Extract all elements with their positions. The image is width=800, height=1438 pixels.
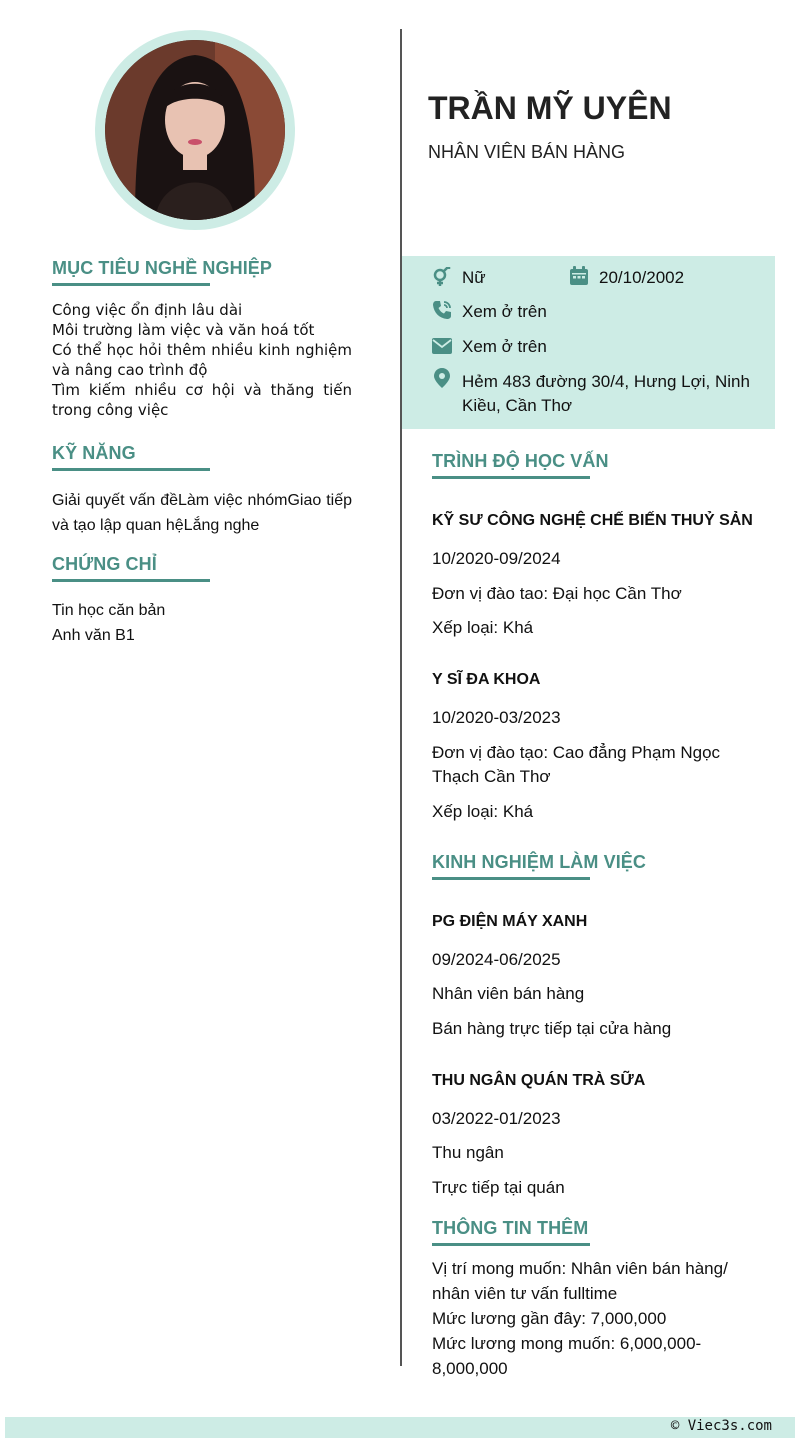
- objective-line: Công việc ổn định lâu dài: [52, 301, 243, 319]
- objective-list: [52, 300, 352, 420]
- education-period: 10/2020-03/2023: [432, 708, 561, 727]
- candidate-name: TRẦN MỸ UYÊN: [428, 90, 672, 126]
- objective-line: Môi trường làm việc và văn hoá tốt: [52, 321, 315, 339]
- candidate-role: NHÂN VIÊN BÁN HÀNG: [428, 142, 626, 162]
- education-underline: [432, 476, 590, 479]
- additional-list: [432, 1256, 742, 1381]
- certificates-section: [52, 554, 352, 648]
- objective-line: Có thể học hỏi thêm nhiều kinh nghiệm và nâng cao trình độ: [52, 341, 352, 379]
- education-school: Đơn vị đào tạo: Cao đẳng Phạm Ngọc Thạch Cần Thơ: [432, 743, 721, 786]
- experience-period: 09/2024-06/2025: [432, 950, 561, 969]
- skills-underline: [52, 468, 210, 471]
- objective-section: [52, 258, 352, 420]
- footer-watermark: © Viec3s.com: [670, 1418, 772, 1434]
- additional-line: Mức lương gần đây: 7,000,000: [432, 1309, 667, 1328]
- additional-line: Mức lương mong muốn: 6,000,000-8,000,000: [432, 1334, 702, 1378]
- phone-icon: [432, 300, 452, 320]
- address-value: Hẻm 483 đường 30/4, Hưng Lợi, Ninh Kiều, Cần Thơ: [462, 372, 750, 415]
- location-pin-icon: [432, 368, 452, 388]
- experience-description: Trực tiếp tại quán: [432, 1178, 565, 1197]
- avatar: [105, 40, 285, 220]
- calendar-icon: [569, 266, 589, 286]
- additional-line: Vị trí mong muốn: Nhân viên bán hàng/ nhân viên tư vấn fulltime: [432, 1259, 728, 1303]
- skills-text: Giải quyết vấn đềLàm việc nhómGiao tiếp và tạo lập quan hệLắng nghe: [52, 492, 352, 534]
- education-grade: Xếp loại: Khá: [432, 618, 534, 637]
- email-value: Xem ở trên: [462, 337, 547, 356]
- experience-position: Thu ngân: [432, 1143, 504, 1162]
- birthdate-value: 20/10/2002: [599, 268, 685, 287]
- email-icon: [432, 336, 452, 356]
- column-divider: [400, 29, 402, 1366]
- phone-value: Xem ở trên: [462, 302, 547, 321]
- experience-description: Bán hàng trực tiếp tại cửa hàng: [432, 1019, 672, 1038]
- avatar-photo-icon: [105, 40, 285, 220]
- certificates-title: CHỨNG CHỈ: [52, 554, 157, 574]
- skills-section: [52, 443, 352, 538]
- certificates-underline: [52, 579, 210, 582]
- experience-position: Nhân viên bán hàng: [432, 984, 585, 1003]
- education-degree: KỸ SƯ CÔNG NGHỆ CHẾ BIẾN THUỶ SẢN: [432, 512, 753, 529]
- experience-underline: [432, 877, 590, 880]
- certificates-list: [52, 598, 352, 648]
- experience-company: THU NGÂN QUÁN TRÀ SỮA: [432, 1072, 646, 1089]
- experience-title: KINH NGHIỆM LÀM VIỆC: [432, 852, 647, 872]
- experience-company: PG ĐIỆN MÁY XANH: [432, 913, 588, 930]
- experience-period: 03/2022-01/2023: [432, 1109, 561, 1128]
- gender-value: Nữ: [462, 268, 486, 287]
- gender-icon: [432, 267, 452, 287]
- certificate-item: Anh văn B1: [52, 627, 135, 644]
- additional-section: [432, 1218, 590, 1246]
- additional-underline: [432, 1243, 590, 1246]
- education-grade: Xếp loại: Khá: [432, 802, 534, 821]
- education-title: TRÌNH ĐỘ HỌC VẤN: [432, 451, 609, 471]
- certificate-item: Tin học căn bản: [52, 602, 166, 619]
- additional-title: THÔNG TIN THÊM: [432, 1218, 589, 1238]
- education-degree: Y SĨ ĐA KHOA: [432, 671, 541, 688]
- skills-title: KỸ NĂNG: [52, 443, 136, 463]
- objective-underline: [52, 283, 210, 286]
- education-school: Đơn vị đào tao: Đại học Cần Thơ: [432, 584, 682, 603]
- education-period: 10/2020-09/2024: [432, 549, 561, 568]
- objective-line: Tìm kiếm nhiều cơ hội và thăng tiến trong công việc: [52, 381, 352, 419]
- objective-title: MỤC TIÊU NGHỀ NGHIỆP: [52, 258, 273, 278]
- education-section: [432, 451, 609, 479]
- experience-section: [432, 852, 646, 880]
